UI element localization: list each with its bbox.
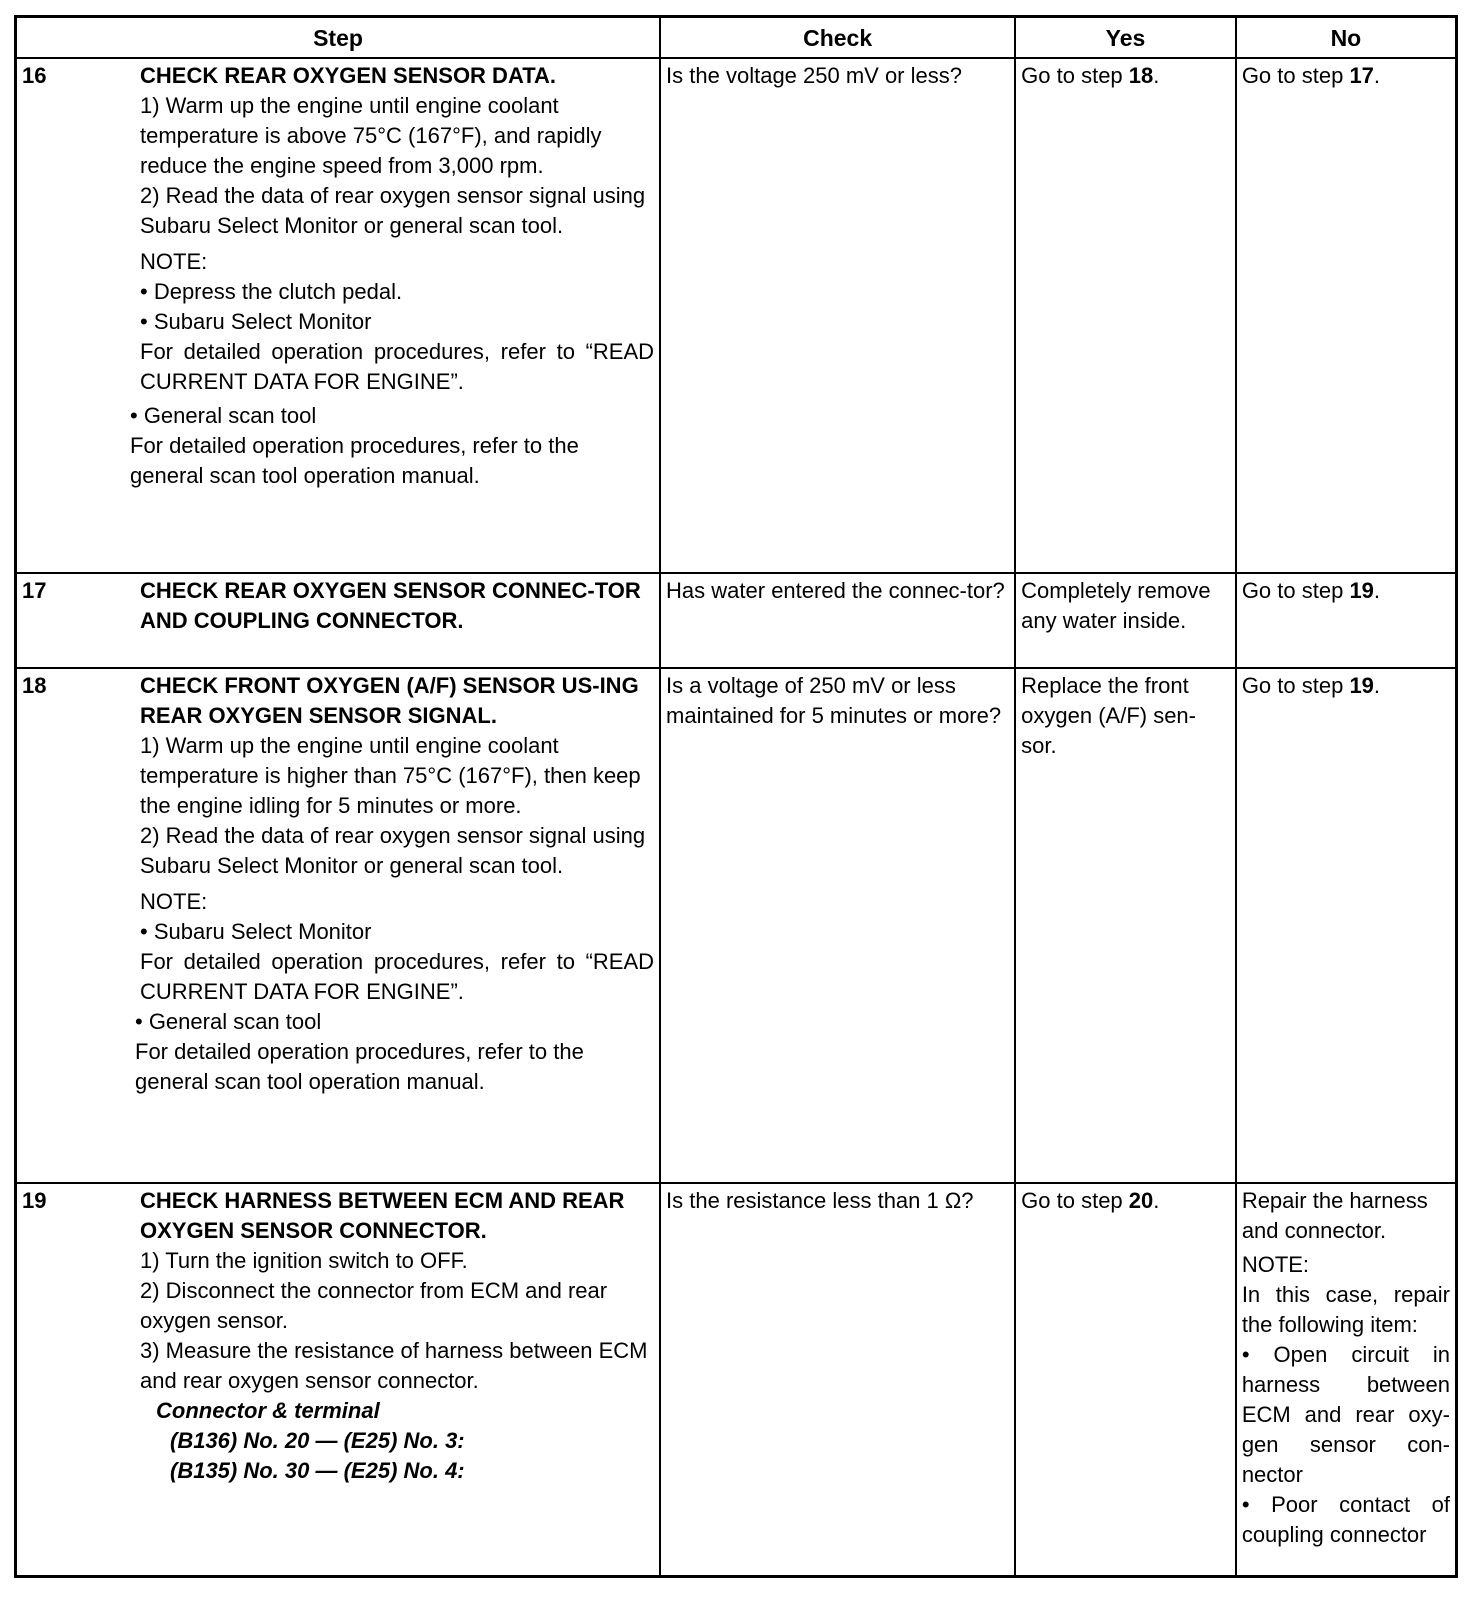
step-title: CHECK REAR OXYGEN SENSOR DATA. xyxy=(140,63,557,88)
terminal-label: Connector & terminal xyxy=(156,1398,380,1423)
no-prefix: Go to step xyxy=(1241,63,1350,88)
note-item: • Open circuit in harness between ECM and rear oxy-gen sensor con-nector xyxy=(1241,1342,1450,1487)
yes-cell xyxy=(1015,58,1236,573)
no-step-link: 19 xyxy=(1349,578,1374,603)
note-label: NOTE: xyxy=(140,889,208,914)
step-title: CHECK HARNESS BETWEEN ECM AND REAR OXYGEN SENSOR CONNECTOR. xyxy=(140,1188,625,1243)
yes-prefix: Go to step xyxy=(1021,63,1129,88)
terminal-pair: (B136) No. 20 — (E25) No. 3: xyxy=(170,1428,465,1453)
yes-step-link: 18 xyxy=(1128,63,1154,88)
scan-tool-item: • General scan tool xyxy=(135,1009,322,1034)
step-cell xyxy=(16,668,661,1183)
scan-tool-item: For detailed operation procedures, refer to the general scan tool operation manual. xyxy=(130,433,579,488)
header-check: Check xyxy=(660,17,1015,59)
procedure-line: 2) Read the data of rear oxygen sensor signal using Subaru Select Monitor or general scan tool. xyxy=(140,823,646,878)
procedure-line: 2) Disconnect the connector from ECM and rear oxygen sensor. xyxy=(140,1278,608,1333)
header-row xyxy=(16,17,1457,59)
yes-suffix: . xyxy=(1153,63,1160,88)
step-cell xyxy=(16,573,661,668)
note-text: In this case, repair the following item: xyxy=(1241,1282,1450,1337)
no-suffix: . xyxy=(1373,63,1381,88)
table-row-step-19 xyxy=(16,1183,1457,1576)
header-yes: Yes xyxy=(1015,17,1236,59)
no-cell xyxy=(1236,58,1457,573)
yes-prefix: Go to step xyxy=(1021,1188,1129,1213)
yes-suffix: . xyxy=(1153,1188,1160,1213)
yes-cell: Replace the front oxygen (A/F) sen-sor. xyxy=(1015,668,1236,1183)
header-step: Step xyxy=(16,17,661,59)
note-item: For detailed operation procedures, refer to “READ CURRENT DATA FOR ENGINE”. xyxy=(140,339,655,394)
no-prefix: Go to step xyxy=(1241,578,1350,603)
note-label: NOTE: xyxy=(140,249,208,274)
no-cell xyxy=(1236,668,1457,1183)
yes-cell xyxy=(1015,1183,1236,1576)
table-row-step-18 xyxy=(16,668,1457,1183)
note-item: • Poor contact of coupling connector xyxy=(1241,1492,1450,1547)
check-cell: Is the voltage 250 mV or less? xyxy=(660,58,1015,573)
no-suffix: . xyxy=(1373,673,1381,698)
no-suffix: . xyxy=(1373,578,1381,603)
procedure-line: 3) Measure the resistance of harness between ECM and rear oxygen sensor connector. xyxy=(140,1338,648,1393)
step-number: 19 xyxy=(22,1188,47,1213)
step-title: CHECK REAR OXYGEN SENSOR CONNEC-TOR AND COUPLING CONNECTOR. xyxy=(140,578,641,633)
check-cell: Is a voltage of 250 mV or less maintained for 5 minutes or more? xyxy=(660,668,1015,1183)
table-row-step-16 xyxy=(16,58,1457,573)
step-cell xyxy=(16,1183,661,1576)
step-title: CHECK FRONT OXYGEN (A/F) SENSOR US-ING REAR OXYGEN SENSOR SIGNAL. xyxy=(140,673,639,728)
terminal-pair: (B135) No. 30 — (E25) No. 4: xyxy=(170,1458,465,1483)
check-cell: Is the resistance less than 1 Ω? xyxy=(660,1183,1015,1576)
no-step-link: 17 xyxy=(1349,63,1374,88)
scan-tool-item: • General scan tool xyxy=(130,403,317,428)
scan-tool-item: For detailed operation procedures, refer to the general scan tool operation manual. xyxy=(135,1039,584,1094)
note-item: • Subaru Select Monitor xyxy=(140,919,372,944)
header-no: No xyxy=(1236,17,1457,59)
step-number: 16 xyxy=(22,63,47,88)
no-cell xyxy=(1236,573,1457,668)
no-prefix: Go to step xyxy=(1241,673,1350,698)
table-row-step-17 xyxy=(16,573,1457,668)
step-number: 18 xyxy=(22,673,47,698)
no-cell xyxy=(1236,1183,1457,1576)
troubleshooting-table xyxy=(14,15,1458,1578)
step-number: 17 xyxy=(22,578,47,603)
step-cell xyxy=(16,58,661,573)
procedure-line: 1) Warm up the engine until engine coolant temperature is above 75°C (167°F), and rapidly reduce the engine speed from 3,000 rpm. xyxy=(140,93,602,178)
note-item: • Depress the clutch pedal. xyxy=(140,279,403,304)
procedure-line: 1) Warm up the engine until engine coolant temperature is higher than 75°C (167°F), then keep the engine idling for 5 minutes or more. xyxy=(140,733,641,818)
note-item: • Subaru Select Monitor xyxy=(140,309,372,334)
check-cell: Has water entered the connec-tor? xyxy=(660,573,1015,668)
yes-cell: Completely remove any water inside. xyxy=(1015,573,1236,668)
no-step-link: 19 xyxy=(1349,673,1374,698)
no-action-text: Repair the harness and connector. xyxy=(1241,1188,1428,1243)
yes-step-link: 20 xyxy=(1128,1188,1154,1213)
note-label: NOTE: xyxy=(1241,1252,1310,1277)
procedure-line: 1) Turn the ignition switch to OFF. xyxy=(140,1248,468,1273)
note-item: For detailed operation procedures, refer to “READ CURRENT DATA FOR ENGINE”. xyxy=(140,949,655,1004)
procedure-line: 2) Read the data of rear oxygen sensor signal using Subaru Select Monitor or general scan tool. xyxy=(140,183,646,238)
